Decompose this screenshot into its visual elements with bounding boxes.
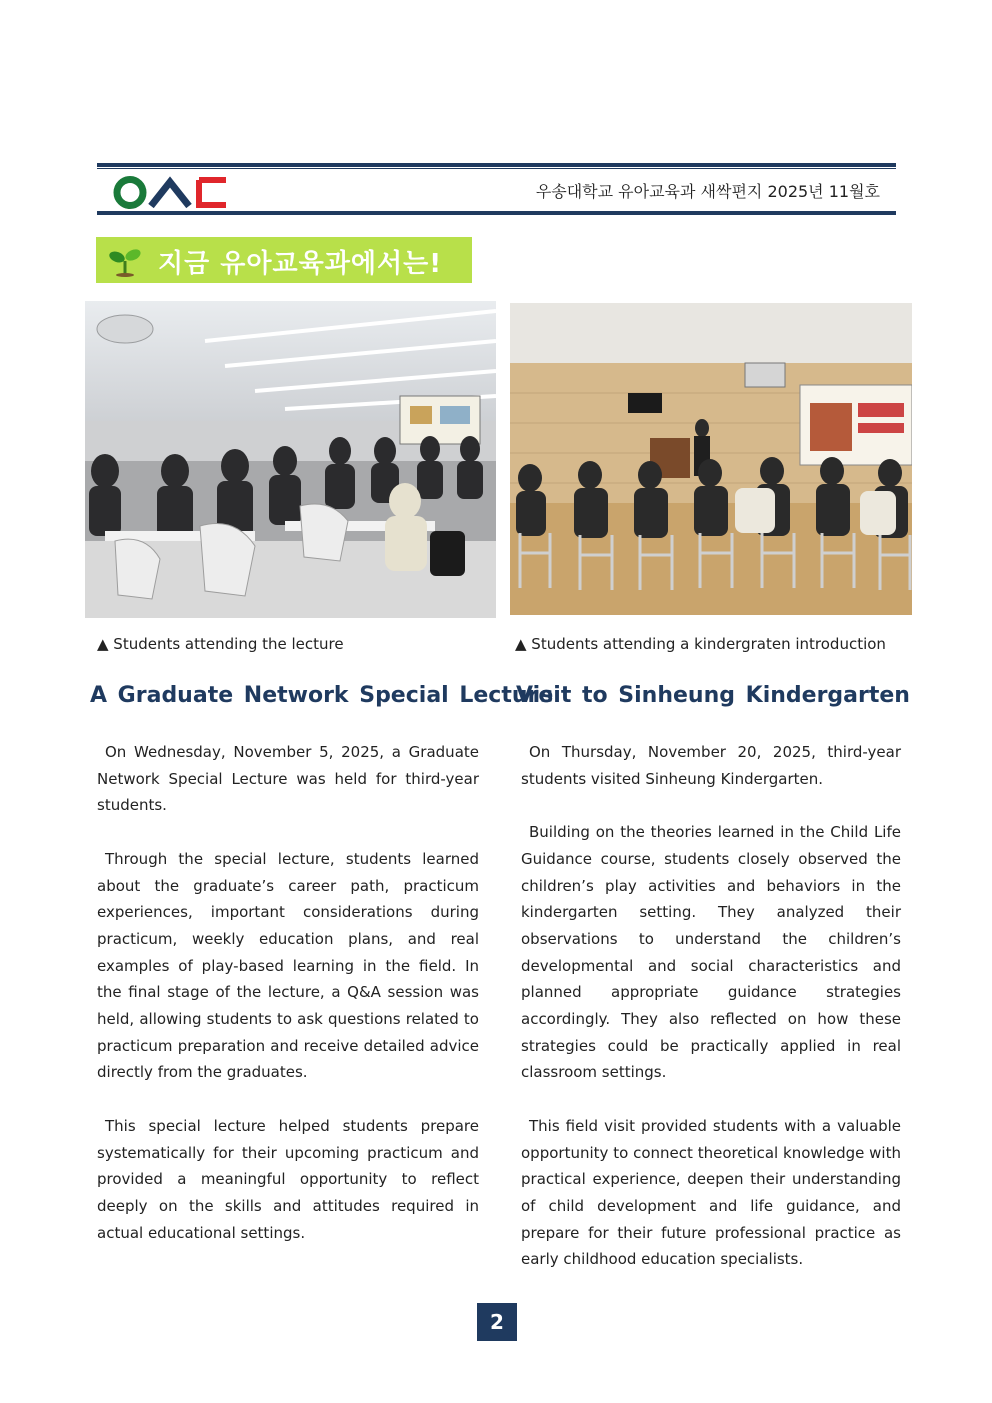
lecture-room-photo [85, 301, 496, 618]
paragraph: On Wednesday, November 5, 2025, a Graduate Network Special Lecture was held for third-year students. [97, 743, 479, 815]
paragraph: Building on the theories learned in the Child Life Guidance course, students closely observed the children’s play activities and behaviors in the kindergarten setting. They analyzed their observations to understand the children’s developmental and social characteristics and planned appropriate guidance strategies accordingly. They also reflected on how these strategies could be practically applied in real classroom settings. [521, 823, 901, 1082]
header-rule-thin [97, 168, 896, 169]
newsletter-title: 우송대학교 유아교육과 새싹편지 2025년 11월호 [535, 182, 880, 201]
paragraph: Through the special lecture, students learned about the graduate’s career path, practicum experiences, important considerations during practicum, weekly education plans, and real examples of play-based learning in the field. In the final stage of the lecture, a Q&A session was held, allowing students to ask questions related to practicum preparation and receive detailed advice directly from the graduates. [97, 849, 479, 1082]
header-rule-top [97, 163, 896, 167]
sprout-icon [108, 245, 142, 277]
page-number: 2 [477, 1303, 517, 1341]
header-rule-bottom [97, 211, 896, 215]
paragraph: On Thursday, November 20, 2025, third-year students visited Sinheung Kindergarten. [521, 743, 901, 788]
oac-logo-icon [113, 176, 229, 209]
section-banner [96, 237, 472, 283]
article-heading-kindergarten: Visit to Sinheung Kindergarten [516, 683, 910, 708]
article-body-lecture [97, 739, 479, 1273]
kindergarten-hall-photo [510, 303, 912, 615]
paragraph: This field visit provided students with a valuable opportunity to connect theoretical knowledge with practical experience, deepen their understanding of child development and life guidance, and prepare for their future professional practice as early childhood education specialists. [521, 1116, 901, 1269]
paragraph: This special lecture helped students prepare systematically for their upcoming practicum and provided a meaningful opportunity to reflect deeply on the skills and attitudes required in actual educational settings. [97, 1116, 479, 1242]
photo-caption-kindergarten: ▲ Students attending a kindergraten introduction [515, 635, 886, 653]
article-heading-lecture: A Graduate Network Special Lecture [90, 683, 554, 708]
photo-caption-lecture: ▲ Students attending the lecture [97, 635, 344, 653]
article-body-kindergarten [521, 739, 901, 1300]
banner-text: 지금 유아교육과에서는! [158, 249, 443, 279]
